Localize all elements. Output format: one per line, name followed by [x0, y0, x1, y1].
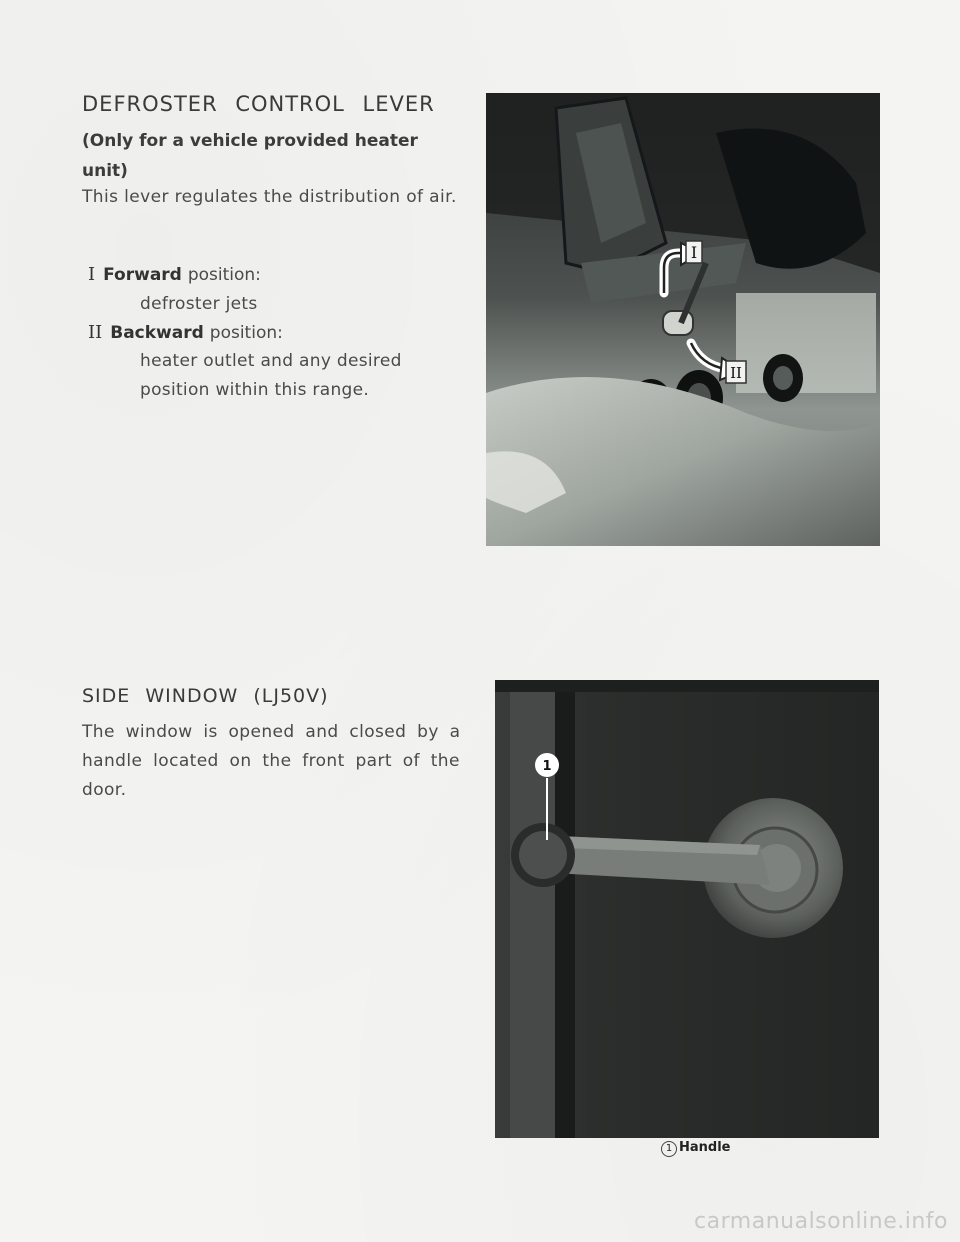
position-desc-backward-2: position within this range. — [140, 380, 370, 400]
window-handle-photo — [495, 680, 879, 1138]
defroster-description: This lever regulates the distribution of air. — [82, 187, 457, 207]
position-keyword: Forward — [103, 265, 182, 285]
defroster-lever-photo — [486, 93, 880, 546]
position-item-backward — [88, 322, 283, 343]
photo-callout-one: 1 — [542, 759, 552, 774]
handle-caption — [661, 1140, 731, 1157]
position-desc-forward: defroster jets — [140, 294, 258, 314]
position-desc-backward-1: heater outlet and any desired — [140, 351, 402, 371]
side-window-description: The window is opened and closed by a handle located on the front part of the door. — [82, 722, 461, 800]
section-title-defroster: DEFROSTER CONTROL LEVER — [82, 92, 435, 116]
section-subtitle-defroster: (Only for a vehicle provided heater unit) — [82, 131, 418, 181]
photo-mark-two: II — [730, 364, 742, 382]
roman-numeral-one: I — [88, 264, 96, 285]
caption-number: 1 — [661, 1141, 677, 1157]
section-title-side-window: SIDE WINDOW (LJ50V) — [82, 685, 329, 707]
photo-mark-one: I — [690, 243, 698, 262]
position-keyword: Backward — [110, 323, 204, 343]
position-label: position: — [209, 323, 283, 343]
position-item-forward — [88, 264, 261, 285]
roman-numeral-two: II — [88, 322, 103, 343]
window-handle-illustration — [495, 680, 879, 1138]
caption-text: Handle — [679, 1140, 731, 1155]
position-label: position: — [187, 265, 261, 285]
watermark: carmanualsonline.info — [694, 1209, 948, 1234]
defroster-lever-illustration — [486, 93, 880, 546]
